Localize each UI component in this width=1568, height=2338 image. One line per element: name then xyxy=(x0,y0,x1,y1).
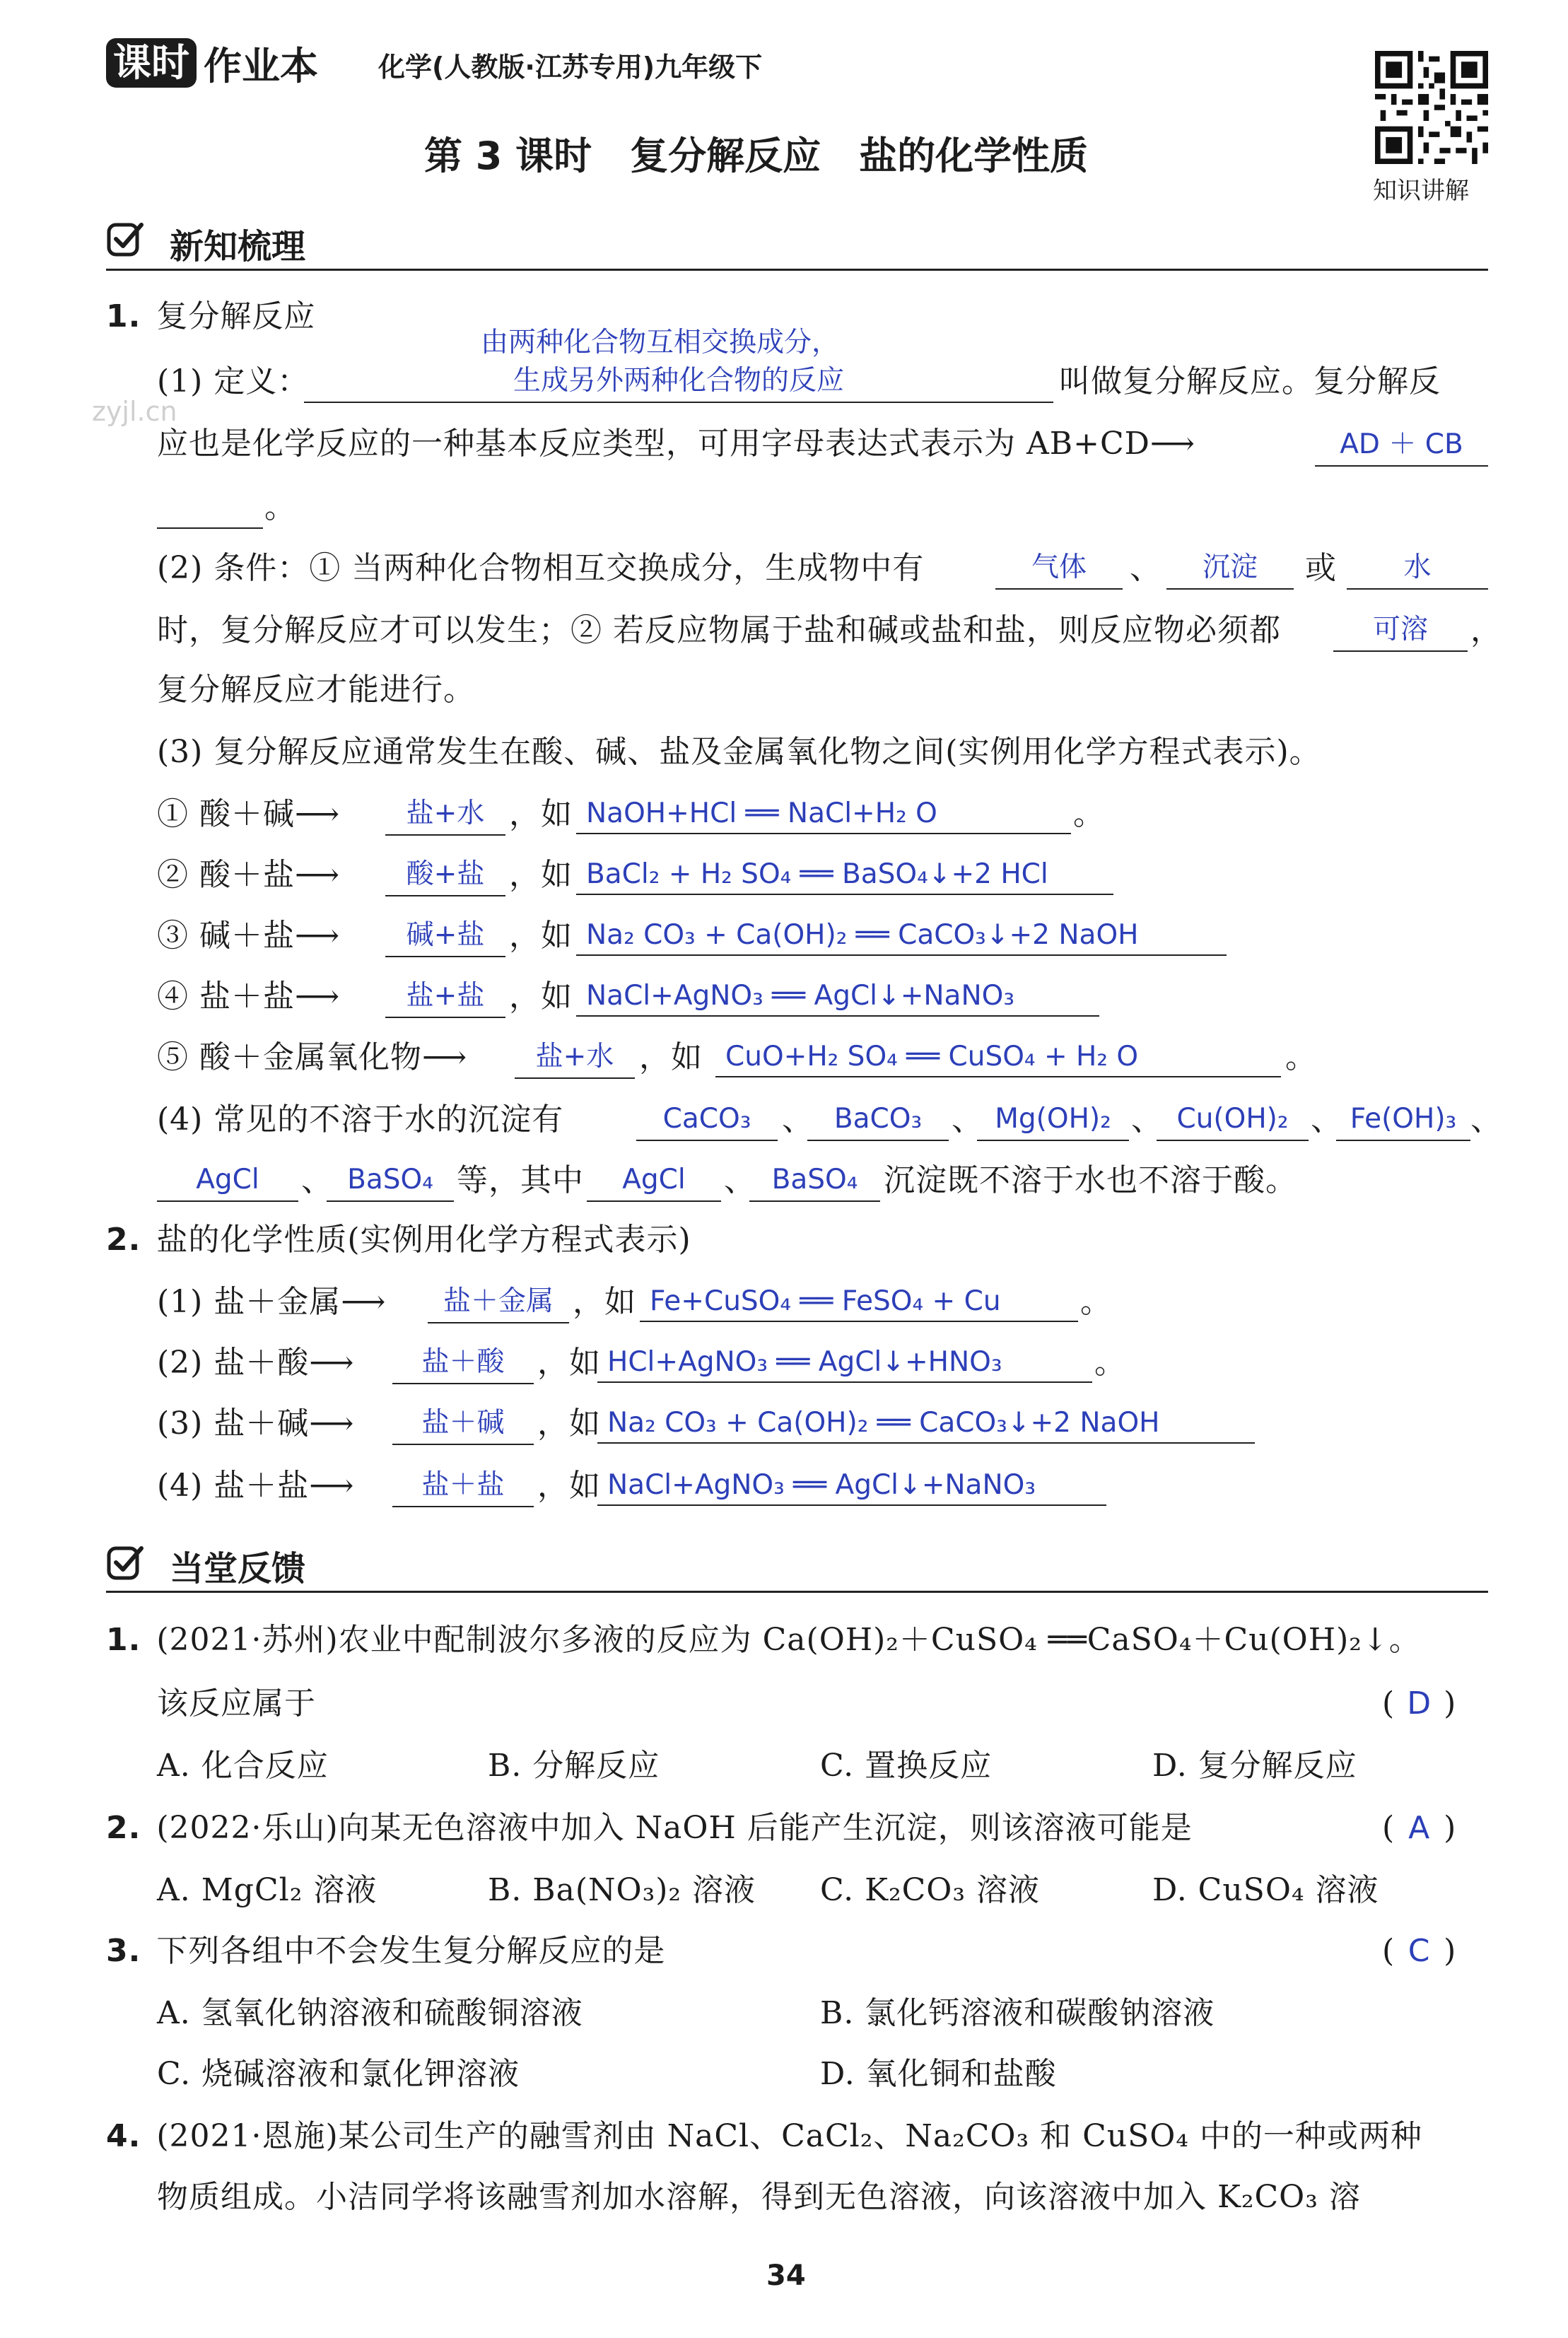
check-icon xyxy=(106,221,144,259)
answer-bracket: ( C ) xyxy=(1382,1933,1456,1969)
salt-prop-ru: ，如 xyxy=(537,1345,601,1381)
precipitate-blank: Cu(OH)₂ xyxy=(1157,1099,1309,1141)
salt-prop-product: 盐＋酸 xyxy=(392,1342,534,1384)
precipitate-blank: BaSO₄ xyxy=(327,1159,454,1202)
expression-end: 。 xyxy=(264,489,296,525)
precipitate-blank: Mg(OH)₂ xyxy=(977,1099,1129,1141)
qr-code[interactable] xyxy=(1375,51,1488,164)
feedback-question: 1. (2021·苏州)农业中配制波尔多液的反应为 Ca(OH)₂＋CuSO₄ ══CaSO₄＋Cu(OH)₂↓。 xyxy=(106,1622,1421,1658)
watermark: zyjl.cn xyxy=(92,396,177,427)
condition-line2: 时，复分解反应才可以发生；② 若反应物属于盐和碱或盐和盐，则反应物必须都 xyxy=(157,612,1281,648)
feedback-question: 2. (2022·乐山)向某无色溶液中加入 NaOH 后能产生沉淀，则该溶液可能是 xyxy=(106,1810,1193,1846)
section-heading-new-knowledge: 新知梳理 xyxy=(170,227,306,267)
precipitate-blank: AgCl xyxy=(157,1159,298,1202)
salt-prop-product: 盐＋碱 xyxy=(392,1403,534,1445)
page-title: 第 3 课时 复分解反应 盐的化学性质 xyxy=(424,134,1089,178)
option[interactable]: C. 置换反应 xyxy=(820,1748,993,1784)
condition-or: 或 xyxy=(1305,550,1337,586)
page-number: 34 xyxy=(766,2260,806,2292)
occ-row-equation: CuO+H₂ SO₄ ══ CuSO₄ + H₂ O xyxy=(715,1036,1281,1077)
precipitate-sep: 、 xyxy=(724,1162,756,1198)
precipitate-acid-insoluble: BaSO₄ xyxy=(749,1159,880,1202)
option[interactable]: A. 化合反应 xyxy=(157,1748,329,1784)
occ-row-equation: NaOH+HCl ══ NaCl+H₂ O xyxy=(576,793,1071,834)
precipitate-acid-insoluble: AgCl xyxy=(587,1159,721,1202)
precipitate-prefix: (4) 常见的不溶于水的沉淀有 xyxy=(157,1101,564,1138)
precipitate-blank: Fe(OH)₃ xyxy=(1336,1099,1470,1141)
occ-row-ru: ，如 xyxy=(639,1039,703,1075)
salt-prop-product: 盐＋盐 xyxy=(392,1465,534,1507)
expression-line: 应也是化学反应的一种基本反应类型，可用字母表达式表示为 AB+CD⟶ xyxy=(157,426,1195,462)
option[interactable]: A. 氢氧化钠溶液和硫酸铜溶液 xyxy=(157,1995,583,2031)
occ-row-ru: ，如 xyxy=(509,978,573,1015)
definition-suffix: 叫做复分解反应。复分解反 xyxy=(1059,363,1441,399)
condition-sep: 、 xyxy=(1130,550,1162,586)
option[interactable]: C. K₂CO₃ 溶液 xyxy=(820,1872,1040,1908)
occ-row-ru: ，如 xyxy=(509,857,573,893)
feedback-question-cont: 该反应属于 xyxy=(157,1685,316,1722)
occ-row-product: 盐+水 xyxy=(515,1036,635,1079)
occ-row-ru: ，如 xyxy=(509,918,573,954)
salt-prop-lhs: (4) 盐＋盐⟶ xyxy=(157,1468,355,1504)
salt-prop-equation: NaCl+AgNO₃ ══ AgCl↓+NaNO₃ xyxy=(597,1465,1106,1506)
condition-blank-gas: 气体 xyxy=(995,547,1123,590)
precipitate-sep: 、 xyxy=(1311,1101,1342,1138)
section-heading-feedback: 当堂反馈 xyxy=(170,1549,306,1589)
precipitate-blank: CaCO₃ xyxy=(636,1099,778,1141)
salt-prop-ru: ，如 xyxy=(573,1284,636,1320)
occ-row-equation: Na₂ CO₃ + Ca(OH)₂ ══ CaCO₃↓+2 NaOH xyxy=(576,915,1227,956)
salt-prop-end: 。 xyxy=(1080,1284,1112,1320)
salt-prop-end: 。 xyxy=(1094,1345,1126,1381)
precipitate-end: 沉淀既不溶于水也不溶于酸。 xyxy=(884,1162,1297,1198)
q2-heading: 2. 盐的化学性质(实例用化学方程式表示) xyxy=(106,1222,691,1258)
precipitate-sep: 、 xyxy=(301,1162,333,1198)
expression-blank: AD ＋ CB xyxy=(1315,424,1488,467)
occ-row-lhs: ⑤ 酸＋金属氧化物⟶ xyxy=(157,1039,468,1075)
feedback-question: 3. 下列各组中不会发生复分解反应的是 xyxy=(106,1933,666,1969)
salt-prop-lhs: (3) 盐＋碱⟶ xyxy=(157,1405,355,1442)
qr-label: 知识讲解 xyxy=(1373,177,1469,205)
salt-prop-equation: Na₂ CO₃ + Ca(OH)₂ ══ CaCO₃↓+2 NaOH xyxy=(597,1403,1255,1444)
condition-blank-water: 水 xyxy=(1347,547,1488,590)
occ-row-product: 碱+盐 xyxy=(385,915,505,957)
precipitate-sep: 、 xyxy=(1470,1101,1502,1138)
salt-prop-lhs: (1) 盐＋金属⟶ xyxy=(157,1284,387,1320)
feedback-question-cont: 物质组成。小洁同学将该融雪剂加水溶解，得到无色溶液，向该溶液中加入 K₂CO₃ 溶 xyxy=(157,2179,1361,2215)
definition-answer-line1: 由两种化合物互相交换成分， xyxy=(481,327,840,358)
salt-prop-lhs: (2) 盐＋酸⟶ xyxy=(157,1345,355,1381)
occ-row-lhs: ① 酸＋碱⟶ xyxy=(157,796,341,832)
q1-heading: 1. 复分解反应 xyxy=(106,298,316,334)
feedback-question: 4. (2021·恩施)某公司生产的融雪剂由 NaCl、CaCl₂、Na₂CO₃ 和 CuSO₄ 中的一种或两种 xyxy=(106,2118,1422,2154)
precipitate-sep: 、 xyxy=(1131,1101,1163,1138)
definition-blank: 生成另外两种化合物的反应 xyxy=(304,361,1053,403)
answer-bracket: ( A ) xyxy=(1382,1810,1456,1846)
check-icon xyxy=(106,1544,144,1582)
condition-blank-ppt: 沉淀 xyxy=(1166,547,1294,590)
option[interactable]: D. 复分解反应 xyxy=(1152,1748,1357,1784)
option[interactable]: D. CuSO₄ 溶液 xyxy=(1152,1872,1379,1908)
occ-row-product: 盐+水 xyxy=(385,793,505,836)
precipitate-mid: 等，其中 xyxy=(457,1162,584,1198)
precipitate-sep: 、 xyxy=(952,1101,983,1138)
book-info: 化学(人教版·江苏专用)九年级下 xyxy=(378,52,763,83)
salt-prop-ru: ，如 xyxy=(537,1468,601,1504)
precipitate-blank: BaCO₃ xyxy=(807,1099,949,1141)
section-divider xyxy=(106,269,1488,271)
answer-bracket: ( D ) xyxy=(1382,1685,1456,1722)
occ-row-equation: BaCl₂ + H₂ SO₄ ══ BaSO₄↓+2 HCl xyxy=(576,854,1113,895)
salt-prop-product: 盐＋金属 xyxy=(428,1281,569,1323)
condition-line3: 复分解反应才能进行。 xyxy=(157,672,475,708)
occ-row-product: 盐+盐 xyxy=(385,976,505,1018)
occ-row-lhs: ② 酸＋盐⟶ xyxy=(157,857,341,893)
occ-row-equation: NaCl+AgNO₃ ══ AgCl↓+NaNO₃ xyxy=(576,976,1099,1017)
brand-badge: 课时 xyxy=(106,38,197,88)
expression-blank-cont xyxy=(157,486,263,529)
condition-blank-soluble: 可溶 xyxy=(1333,609,1468,652)
salt-prop-equation: HCl+AgNO₃ ══ AgCl↓+HNO₃ xyxy=(597,1342,1092,1383)
option[interactable]: C. 烧碱溶液和氯化钾溶液 xyxy=(157,2056,520,2092)
option[interactable]: B. 氯化钙溶液和碳酸钠溶液 xyxy=(820,1995,1215,2031)
occ-row-lhs: ④ 盐＋盐⟶ xyxy=(157,978,341,1015)
option[interactable]: B. Ba(NO₃)₂ 溶液 xyxy=(488,1872,756,1908)
section-divider xyxy=(106,1591,1488,1593)
option[interactable]: A. MgCl₂ 溶液 xyxy=(157,1872,378,1908)
brand-text: 作业本 xyxy=(204,43,318,88)
option[interactable]: B. 分解反应 xyxy=(488,1748,660,1784)
brand-logo xyxy=(106,37,318,89)
occurrence-intro: (3) 复分解反应通常发生在酸、碱、盐及金属氧化物之间(实例用化学方程式表示)。 xyxy=(157,734,1321,770)
condition-prefix: (2) 条件：① 当两种化合物相互交换成分，生成物中有 xyxy=(157,550,925,586)
occ-row-lhs: ③ 碱＋盐⟶ xyxy=(157,918,341,954)
occ-row-end: 。 xyxy=(1073,796,1105,832)
salt-prop-ru: ，如 xyxy=(537,1405,601,1442)
definition-prefix: (1) 定义： xyxy=(157,363,310,399)
precipitate-sep: 、 xyxy=(782,1101,814,1138)
occ-row-product: 酸+盐 xyxy=(385,854,505,896)
occ-row-end: 。 xyxy=(1285,1039,1317,1075)
occ-row-ru: ，如 xyxy=(509,796,573,832)
salt-prop-equation: Fe+CuSO₄ ══ FeSO₄ + Cu xyxy=(640,1281,1078,1322)
condition-comma: ， xyxy=(1470,612,1502,648)
option[interactable]: D. 氧化铜和盐酸 xyxy=(820,2056,1057,2092)
